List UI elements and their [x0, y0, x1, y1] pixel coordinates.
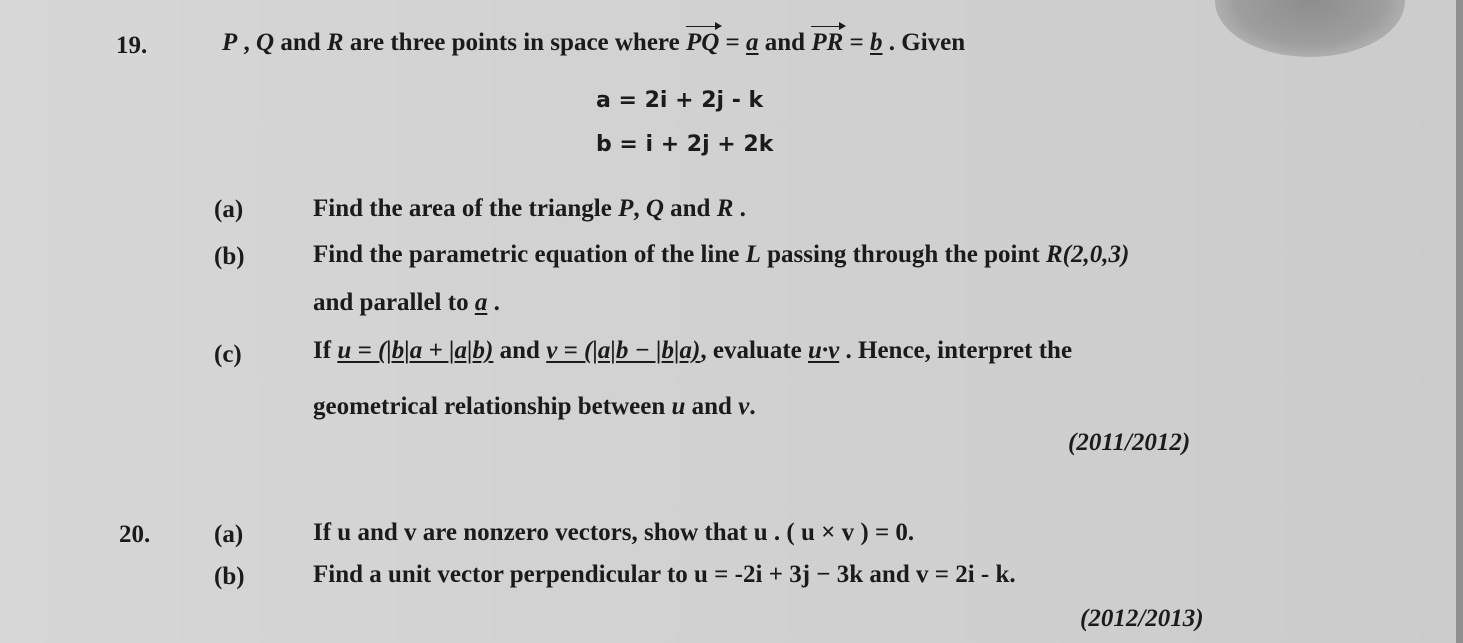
- v-definition: v = (|a|b − |b|a): [546, 337, 701, 364]
- page-edge: [1456, 0, 1463, 643]
- q19-intro: P , Q and R are three points in space where PQ = a and PR = b . Given: [222, 29, 966, 56]
- equation-b: b = i + 2j + 2k: [596, 132, 774, 157]
- q19-part-c-line2: geometrical relationship between u and v.: [313, 393, 756, 420]
- q20-part-a-text: If u and v are nonzero vectors, show that u . ( u × v ) = 0.: [313, 519, 915, 546]
- equation-a: a = 2i + 2j - k: [596, 88, 764, 113]
- q19-part-b-line2: and parallel to a .: [313, 289, 500, 316]
- q19-number: 19.: [116, 32, 148, 59]
- dot-product: u·v: [808, 337, 840, 364]
- q19-part-c-text: If u = (|b|a + |a|b) and v = (|a|b − |b|a), evaluate u·v . Hence, interpret the: [313, 337, 1073, 364]
- point-q: Q: [256, 29, 275, 56]
- q20-part-b-label: (b): [214, 563, 245, 590]
- q19-part-b-label: (b): [214, 243, 245, 270]
- shadow-blob: [1215, 0, 1405, 57]
- q19-part-a-text: Find the area of the triangle P, Q and R .: [313, 195, 746, 222]
- point-p: P: [222, 29, 238, 56]
- point-r-coords: R(2,0,3): [1045, 241, 1130, 268]
- q19-part-a-label: (a): [214, 196, 244, 223]
- q20-part-a-label: (a): [214, 521, 244, 548]
- point-r: R: [326, 29, 344, 56]
- q19-part-b-text: Find the parametric equation of the line L passing through the point R(2,0,3): [313, 241, 1130, 268]
- vector-a: a: [746, 29, 759, 56]
- u-definition: u = (|b|a + |a|b): [337, 337, 494, 364]
- q19-part-c-label: (c): [214, 341, 242, 368]
- q20-year: (2012/2013): [1080, 605, 1204, 632]
- vector-pr: PR: [811, 29, 844, 56]
- vector-pq: PQ: [685, 29, 720, 56]
- q20-part-b-text: Find a unit vector perpendicular to u = -2i + 3j − 3k and v = 2i - k.: [313, 561, 1016, 588]
- q20-number: 20.: [119, 521, 151, 548]
- q19-year: (2011/2012): [1068, 429, 1191, 456]
- vector-b: b: [870, 29, 883, 56]
